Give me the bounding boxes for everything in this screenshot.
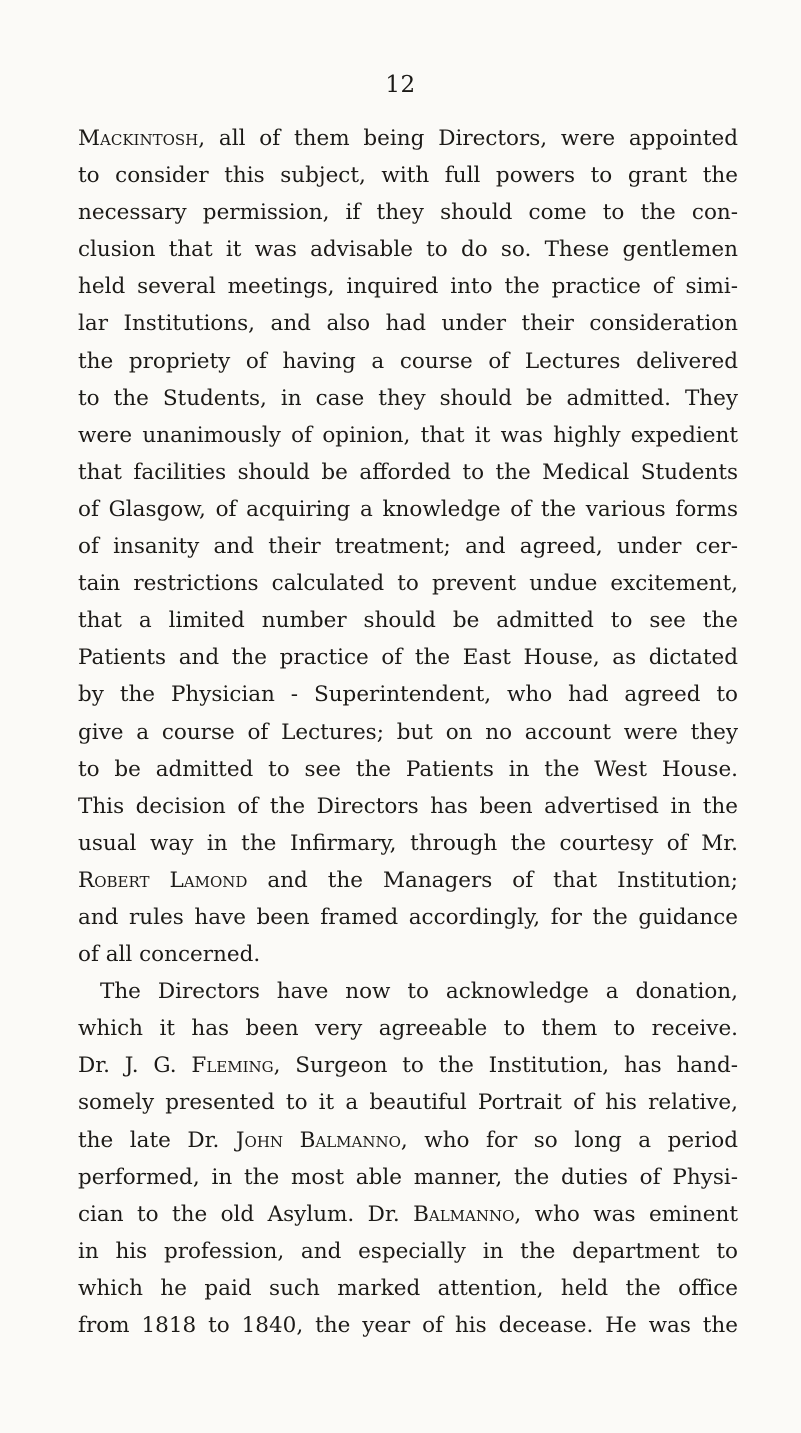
text-run: performed, in the most able manner, the duties of Physi- (78, 1164, 738, 1190)
text-line (78, 1233, 738, 1270)
text-line (78, 1196, 738, 1233)
text-run: and rules have been framed accordingly, for the guidance (78, 904, 738, 930)
text-run: to be admitted to see the Patients in the West House. (78, 756, 738, 782)
text-line (78, 268, 738, 305)
text-run: that a limited number should be admitted to see the (78, 608, 738, 634)
text-run: This decision of the Directors has been advertised in the (78, 793, 738, 819)
text-run: Patients and the practice of the East House, as dictated (78, 645, 738, 671)
text-line (78, 231, 738, 268)
text-run: which he paid such marked attention, held the office (78, 1275, 738, 1301)
text-run: by the Physician - Superintendent, who had agreed to (78, 682, 738, 708)
text-line (78, 305, 738, 342)
text-line (78, 602, 738, 639)
small-caps-name: Robert Lamond (78, 867, 248, 893)
body-text (78, 120, 738, 1344)
text-line (78, 751, 738, 788)
text-run: Dr. J. G. (78, 1053, 192, 1079)
text-line (78, 157, 738, 194)
text-line (78, 973, 738, 1010)
text-run: , who for so long a period (400, 1127, 738, 1153)
small-caps-name: Balmanno (413, 1201, 515, 1227)
text-line (78, 528, 738, 565)
text-run: , Surgeon to the Institution, has hand- (273, 1053, 738, 1079)
text-line (78, 194, 738, 231)
text-line (78, 120, 738, 157)
text-run: usual way in the Infirmary, through the courtesy of Mr. (78, 830, 738, 856)
text-run: clusion that it was advisable to do so. These gentlemen (78, 237, 738, 263)
text-line (78, 1010, 738, 1047)
text-run: cian to the old Asylum. Dr. (78, 1201, 414, 1227)
text-line (78, 565, 738, 602)
text-run: in his profession, and especially in the department to (78, 1238, 738, 1264)
text-line (78, 714, 738, 751)
text-run: The Directors have now to acknowledge a donation, (100, 979, 738, 1005)
text-run: to consider this subject, with full powers to grant the (78, 163, 738, 189)
text-run: , who was eminent (514, 1201, 738, 1227)
text-run: lar Institutions, and also had under their consideration (78, 311, 738, 337)
text-line (78, 862, 738, 899)
text-line (78, 825, 738, 862)
text-run: were unanimously of opinion, that it was highly expedient (78, 422, 738, 448)
text-line (78, 380, 738, 417)
text-line (78, 1159, 738, 1196)
text-run: of Glasgow, of acquiring a knowledge of the various forms (78, 496, 738, 522)
text-run: of insanity and their treatment; and agreed, under cer- (78, 534, 738, 560)
text-run: tain restrictions calculated to prevent undue excitement, (78, 571, 738, 597)
text-line (78, 1047, 738, 1084)
text-line (78, 1084, 738, 1121)
text-run: that facilities should be afforded to the Medical Students (78, 459, 738, 485)
small-caps-name: Fleming (191, 1053, 274, 1079)
text-run: from 1818 to 1840, the year of his decease. He was the (78, 1313, 738, 1338)
text-run: which it has been very agreeable to them to receive. (78, 1016, 738, 1042)
text-run: and the Managers of that Institution; (247, 867, 739, 893)
text-run: somely presented to it a beautiful Portrait of his relative, (78, 1090, 738, 1116)
page-number: 12 (385, 72, 416, 98)
text-run: give a course of Lectures; but on no account were they (78, 719, 738, 745)
text-run: , all of them being Directors, were appointed (198, 126, 738, 151)
text-line (78, 454, 738, 491)
text-run: the late Dr. (78, 1127, 236, 1153)
text-run: the propriety of having a course of Lectures delivered (78, 348, 738, 374)
text-line (78, 676, 738, 713)
text-line (78, 417, 738, 454)
text-line (78, 639, 738, 676)
text-line (78, 899, 738, 936)
text-run: held several meetings, inquired into the practice of simi- (78, 274, 738, 300)
text-line (78, 788, 738, 825)
text-run: of all concerned. (78, 942, 261, 968)
text-line (78, 1307, 738, 1344)
small-caps-name: Mackintosh (78, 126, 199, 151)
text-line (78, 1270, 738, 1307)
text-line (78, 491, 738, 528)
text-line (78, 1122, 738, 1159)
text-run: necessary permission, if they should come to the con- (78, 200, 738, 226)
text-line (78, 343, 738, 380)
text-line (78, 936, 738, 973)
text-run: to the Students, in case they should be admitted. They (78, 385, 738, 411)
small-caps-name: John Balmanno (235, 1127, 401, 1153)
